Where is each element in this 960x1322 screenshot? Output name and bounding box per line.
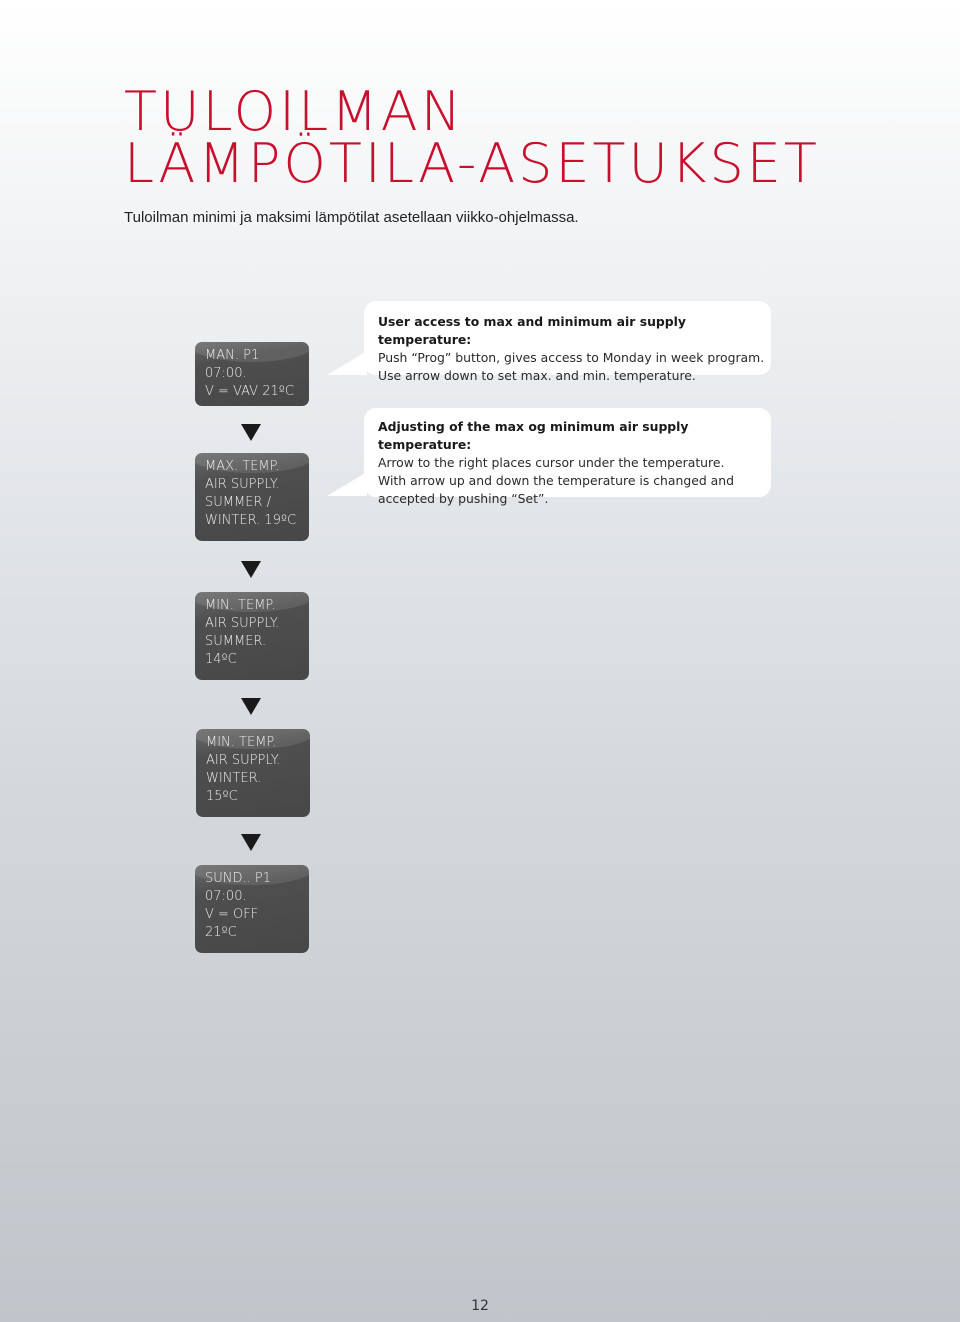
title-line-2: LÄMPÖTILA-ASETUKSET — [124, 132, 820, 195]
lcd-line: MIN. TEMP. — [205, 598, 276, 613]
lcd-line: V = OFF — [205, 907, 259, 922]
lcd-line: MIN. TEMP. — [206, 735, 277, 750]
bubble-line: With arrow up and down the temperature is changed and — [378, 473, 734, 488]
lcd-line: SUND.. P1 — [205, 871, 272, 886]
lcd-display-min-temp-winter — [196, 729, 310, 817]
bubble-tail — [327, 351, 367, 375]
lcd-line: SUMMER / — [205, 495, 271, 510]
bubble-line: Use arrow down to set max. and min. temperature. — [378, 368, 696, 383]
lcd-line: WINTER. 19ºC — [205, 513, 297, 528]
lcd-line: 15ºC — [206, 789, 238, 804]
lcd-line: SUMMER. — [205, 634, 267, 649]
bubble-line: Push “Prog” button, gives access to Monday in week program. — [378, 350, 765, 365]
bubble-heading: Adjusting of the max og minimum air supply temperature: — [378, 419, 689, 452]
lcd-line: 14ºC — [205, 652, 237, 667]
lcd-line: MAN. P1 — [205, 348, 260, 363]
lcd-display-mode — [195, 342, 309, 406]
bubble-tail — [327, 472, 367, 496]
intro-text: Tuloilman minimi ja maksimi lämpötilat asetellaan viikko-ohjelmassa. — [124, 209, 579, 226]
lcd-display-min-temp-summer — [195, 592, 309, 680]
instruction-bubble-adjust — [364, 408, 771, 506]
lcd-line: AIR SUPPLY. — [205, 616, 280, 631]
bubble-line: accepted by pushing “Set”. — [378, 491, 549, 506]
lcd-line: WINTER. — [206, 771, 262, 786]
lcd-line: 21ºC — [205, 925, 237, 940]
lcd-line: AIR SUPPLY. — [205, 477, 280, 492]
lcd-display-sunday — [195, 865, 309, 953]
lcd-line: 07:00. — [205, 889, 247, 904]
bubble-line: Arrow to the right places cursor under the temperature. — [378, 455, 725, 470]
bubble-heading: User access to max and minimum air supply temperature: — [378, 314, 686, 347]
arrow-down-icon — [241, 698, 261, 715]
instruction-bubble-access — [364, 301, 771, 383]
arrow-down-icon — [241, 834, 261, 851]
arrow-down-icon — [241, 561, 261, 578]
lcd-display-max-temp — [195, 453, 309, 541]
lcd-line: 07:00. — [205, 366, 247, 381]
page-title — [124, 80, 820, 195]
arrow-down-icon — [241, 424, 261, 441]
title-line-1: TULOILMAN — [124, 80, 465, 143]
page-number: 12 — [471, 1298, 489, 1314]
lcd-line: MAX. TEMP. — [205, 459, 280, 474]
lcd-line: V = VAV 21ºC — [205, 384, 294, 399]
lcd-line: AIR SUPPLY. — [206, 753, 281, 768]
